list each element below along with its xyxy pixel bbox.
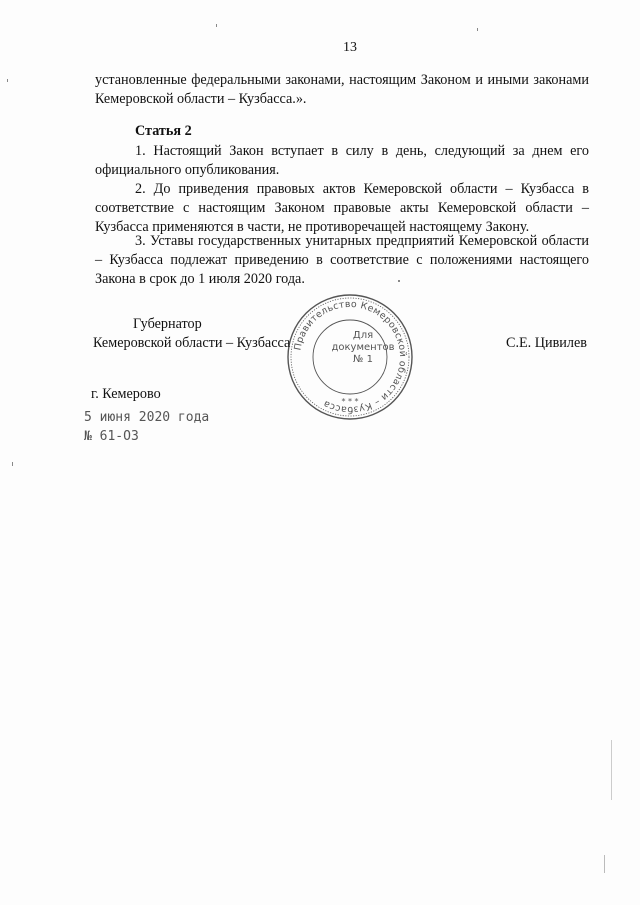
signatory-name: С.Е. Цивилев [506, 335, 587, 351]
scan-speck [477, 28, 478, 31]
law-date: 5 июня 2020 года [84, 410, 210, 425]
page-number: 13 [343, 40, 357, 55]
scan-edge-mark [611, 740, 612, 800]
law-number: № 61-ОЗ [84, 429, 139, 444]
scan-speck [216, 24, 217, 27]
scan-speck [398, 280, 400, 282]
signature-title: Губернатор [133, 316, 202, 332]
continuation-paragraph: установленные федеральными законами, настоящим Законом и иными законами Кемеровской области – Кузбасса.». [95, 72, 589, 107]
seal-center-line-2: документов [331, 342, 395, 353]
paragraph-3: 3. Уставы государственных унитарных предприятий Кемеровской области – Кузбасса подлежат приведению в соответствие с положениями настоящего Закона в срок до 1 июля 2020 года. [95, 233, 589, 287]
paragraph-2: 2. До приведения правовых актов Кемеровской области – Кузбасса в соответствие с настоящим Законом правовые акты Кемеровской области – Кузбасса применяются в части, не противоречащей настоящему Закону. [95, 181, 589, 235]
svg-text:* * *: * * * [341, 397, 359, 406]
seal-center-text [330, 330, 396, 366]
paragraph-1: 1. Настоящий Закон вступает в силу в день, следующий за днем его официального опубликования. [95, 143, 589, 178]
scan-speck [12, 462, 13, 466]
scan-speck [7, 79, 8, 82]
date-number-stamp [84, 408, 209, 446]
seal-ring-text: Правительство Кемеровской области – Кузбасса [292, 298, 409, 416]
city-of-signing: г. Кемерово [91, 386, 161, 402]
seal-center-line-3: № 1 [353, 354, 373, 365]
signature-region: Кемеровской области – Кузбасса [93, 335, 291, 351]
seal-center-line-1: Для [352, 330, 374, 341]
article-heading: Статья 2 [135, 123, 192, 139]
scan-edge-mark [604, 855, 605, 873]
